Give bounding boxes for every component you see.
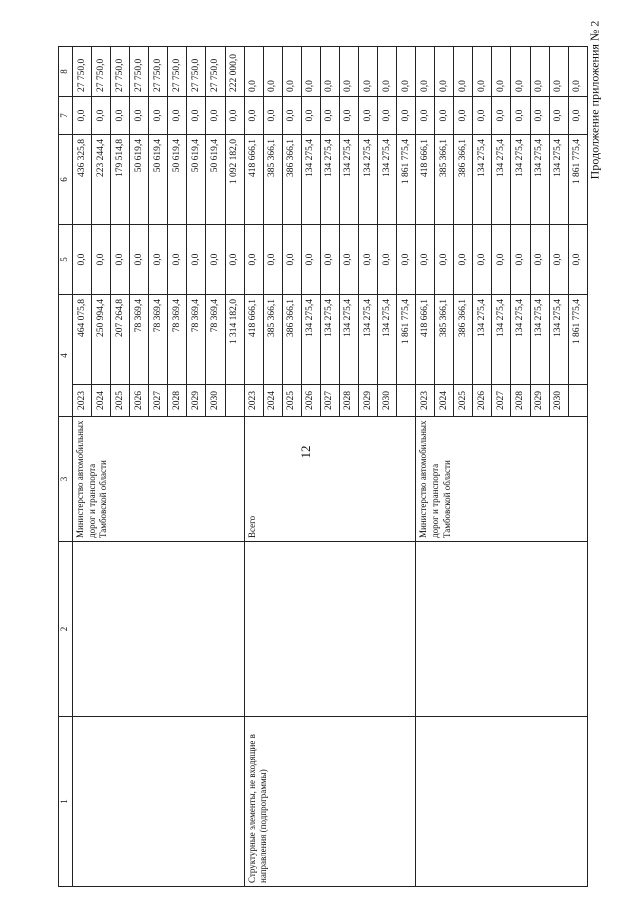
- total-cell: 78 369,4: [149, 295, 168, 385]
- rotated-page: [58, 47, 588, 887]
- total-cell: 78 369,4: [168, 295, 187, 385]
- local-budget-cell: 0,0: [473, 97, 492, 135]
- regional-budget-cell: 50 619,4: [206, 135, 225, 225]
- page-number: 12: [298, 445, 313, 459]
- extrabudget-cell: 222 000,0: [225, 47, 244, 97]
- extrabudget-cell: 0,0: [549, 47, 568, 97]
- year-cell: [397, 385, 416, 417]
- year-cell: [568, 385, 587, 417]
- federal-budget-cell: 0,0: [378, 225, 397, 295]
- local-budget-cell: 0,0: [492, 97, 511, 135]
- header-cell: 2: [59, 542, 73, 717]
- federal-budget-cell: 0,0: [301, 225, 320, 295]
- year-cell: 2030: [206, 385, 225, 417]
- federal-budget-cell: 0,0: [206, 225, 225, 295]
- extrabudget-cell: 27 750,0: [73, 47, 92, 97]
- local-budget-cell: 0,0: [282, 97, 301, 135]
- year-cell: 2023: [416, 385, 435, 417]
- total-cell: 207 264,8: [111, 295, 130, 385]
- total-cell: 134 275,4: [549, 295, 568, 385]
- regional-budget-cell: 134 275,4: [339, 135, 358, 225]
- federal-budget-cell: 0,0: [339, 225, 358, 295]
- federal-budget-cell: 0,0: [92, 225, 111, 295]
- local-budget-cell: 0,0: [378, 97, 397, 135]
- federal-budget-cell: 0,0: [263, 225, 282, 295]
- year-cell: 2028: [511, 385, 530, 417]
- total-cell: 1 861 775,4: [568, 295, 587, 385]
- structure-element-cell: Структурные элементы, не входящие в направления (подпрограммы): [244, 717, 416, 887]
- total-cell: 78 369,4: [206, 295, 225, 385]
- year-cell: 2023: [73, 385, 92, 417]
- extrabudget-cell: 0,0: [339, 47, 358, 97]
- total-cell: 134 275,4: [530, 295, 549, 385]
- year-cell: 2028: [168, 385, 187, 417]
- federal-budget-cell: 0,0: [187, 225, 206, 295]
- regional-budget-cell: 50 619,4: [187, 135, 206, 225]
- local-budget-cell: 0,0: [244, 97, 263, 135]
- federal-budget-cell: 0,0: [549, 225, 568, 295]
- extrabudget-cell: 0,0: [282, 47, 301, 97]
- extrabudget-cell: 0,0: [511, 47, 530, 97]
- regional-budget-cell: 418 666,1: [244, 135, 263, 225]
- local-budget-cell: 0,0: [339, 97, 358, 135]
- extrabudget-cell: 0,0: [263, 47, 282, 97]
- header-cell: 8: [59, 47, 73, 97]
- regional-budget-cell: 1 092 182,0: [225, 135, 244, 225]
- total-cell: 385 366,1: [435, 295, 454, 385]
- extrabudget-cell: 0,0: [492, 47, 511, 97]
- regional-budget-cell: 385 366,1: [435, 135, 454, 225]
- year-cell: 2030: [549, 385, 568, 417]
- regional-budget-cell: 386 366,1: [282, 135, 301, 225]
- total-cell: 134 275,4: [320, 295, 339, 385]
- extrabudget-cell: 27 750,0: [130, 47, 149, 97]
- local-budget-cell: 0,0: [397, 97, 416, 135]
- header-cell: 5: [59, 225, 73, 295]
- regional-budget-cell: 385 366,1: [263, 135, 282, 225]
- structure-element-cell: [416, 717, 588, 887]
- local-budget-cell: 0,0: [549, 97, 568, 135]
- total-cell: 134 275,4: [492, 295, 511, 385]
- year-cell: 2025: [282, 385, 301, 417]
- year-cell: 2027: [492, 385, 511, 417]
- year-cell: 2028: [339, 385, 358, 417]
- regional-budget-cell: 1 861 775,4: [397, 135, 416, 225]
- federal-budget-cell: 0,0: [320, 225, 339, 295]
- header-cell: 4: [59, 295, 73, 417]
- header-cell: 3: [59, 417, 73, 542]
- federal-budget-cell: 0,0: [416, 225, 435, 295]
- year-cell: 2024: [92, 385, 111, 417]
- header-row: [59, 47, 73, 887]
- year-cell: 2027: [320, 385, 339, 417]
- extrabudget-cell: 0,0: [454, 47, 473, 97]
- total-cell: 1 314 182,0: [225, 295, 244, 385]
- federal-budget-cell: 0,0: [530, 225, 549, 295]
- extrabudget-cell: 0,0: [301, 47, 320, 97]
- total-cell: 1 861 775,4: [397, 295, 416, 385]
- local-budget-cell: 0,0: [530, 97, 549, 135]
- regional-budget-cell: 50 619,4: [149, 135, 168, 225]
- regional-budget-cell: 134 275,4: [301, 135, 320, 225]
- header-cell: 1: [59, 717, 73, 887]
- federal-budget-cell: 0,0: [511, 225, 530, 295]
- local-budget-cell: 0,0: [73, 97, 92, 135]
- regional-budget-cell: 134 275,4: [530, 135, 549, 225]
- local-budget-cell: 0,0: [320, 97, 339, 135]
- regional-budget-cell: 50 619,4: [130, 135, 149, 225]
- extrabudget-cell: 0,0: [358, 47, 377, 97]
- regional-budget-cell: 134 275,4: [358, 135, 377, 225]
- regional-budget-cell: 134 275,4: [473, 135, 492, 225]
- year-cell: 2024: [263, 385, 282, 417]
- extrabudget-cell: 0,0: [416, 47, 435, 97]
- year-cell: 2029: [187, 385, 206, 417]
- federal-budget-cell: 0,0: [568, 225, 587, 295]
- extrabudget-cell: 0,0: [435, 47, 454, 97]
- local-budget-cell: 0,0: [301, 97, 320, 135]
- executor-cell: Министерство автомобильных дорог и транспорта Тамбовской области: [73, 417, 245, 542]
- local-budget-cell: 0,0: [111, 97, 130, 135]
- federal-budget-cell: 0,0: [130, 225, 149, 295]
- regional-budget-cell: 50 619,4: [168, 135, 187, 225]
- total-cell: 134 275,4: [339, 295, 358, 385]
- total-cell: 385 366,1: [263, 295, 282, 385]
- total-cell: 134 275,4: [301, 295, 320, 385]
- federal-budget-cell: 0,0: [358, 225, 377, 295]
- regional-budget-cell: 1 861 775,4: [568, 135, 587, 225]
- year-cell: 2023: [244, 385, 263, 417]
- federal-budget-cell: 0,0: [225, 225, 244, 295]
- regional-budget-cell: 223 244,4: [92, 135, 111, 225]
- extrabudget-cell: 0,0: [397, 47, 416, 97]
- column-2-cell: [244, 542, 416, 717]
- local-budget-cell: 0,0: [416, 97, 435, 135]
- year-cell: [225, 385, 244, 417]
- federal-budget-cell: 0,0: [111, 225, 130, 295]
- year-cell: 2025: [454, 385, 473, 417]
- local-budget-cell: 0,0: [358, 97, 377, 135]
- extrabudget-cell: 0,0: [320, 47, 339, 97]
- total-cell: 134 275,4: [473, 295, 492, 385]
- local-budget-cell: 0,0: [568, 97, 587, 135]
- local-budget-cell: 0,0: [149, 97, 168, 135]
- extrabudget-cell: 27 750,0: [168, 47, 187, 97]
- year-cell: 2027: [149, 385, 168, 417]
- regional-budget-cell: 134 275,4: [511, 135, 530, 225]
- year-cell: 2026: [130, 385, 149, 417]
- year-cell: 2030: [378, 385, 397, 417]
- regional-budget-cell: 134 275,4: [492, 135, 511, 225]
- total-cell: 418 666,1: [416, 295, 435, 385]
- year-cell: 2026: [301, 385, 320, 417]
- regional-budget-cell: 134 275,4: [549, 135, 568, 225]
- column-2-cell: [73, 542, 245, 717]
- executor-cell: Министерство автомобильных дорог и транспорта Тамбовской области: [416, 417, 588, 542]
- local-budget-cell: 0,0: [187, 97, 206, 135]
- total-cell: 134 275,4: [511, 295, 530, 385]
- executor-cell: Всего: [244, 417, 416, 542]
- budget-table: [58, 46, 588, 887]
- regional-budget-cell: 134 275,4: [378, 135, 397, 225]
- total-cell: 250 994,4: [92, 295, 111, 385]
- federal-budget-cell: 0,0: [435, 225, 454, 295]
- header-cell: 7: [59, 97, 73, 135]
- local-budget-cell: 0,0: [206, 97, 225, 135]
- extrabudget-cell: 27 750,0: [187, 47, 206, 97]
- year-cell: 2025: [111, 385, 130, 417]
- table-row: [416, 47, 435, 887]
- regional-budget-cell: 418 666,1: [416, 135, 435, 225]
- federal-budget-cell: 0,0: [244, 225, 263, 295]
- total-cell: 134 275,4: [358, 295, 377, 385]
- regional-budget-cell: 134 275,4: [320, 135, 339, 225]
- extrabudget-cell: 0,0: [378, 47, 397, 97]
- total-cell: 134 275,4: [378, 295, 397, 385]
- regional-budget-cell: 436 325,8: [73, 135, 92, 225]
- local-budget-cell: 0,0: [454, 97, 473, 135]
- local-budget-cell: 0,0: [263, 97, 282, 135]
- local-budget-cell: 0,0: [168, 97, 187, 135]
- table-row: [244, 47, 263, 887]
- local-budget-cell: 0,0: [435, 97, 454, 135]
- federal-budget-cell: 0,0: [492, 225, 511, 295]
- total-cell: 78 369,4: [187, 295, 206, 385]
- regional-budget-cell: 179 514,8: [111, 135, 130, 225]
- year-cell: 2029: [530, 385, 549, 417]
- total-cell: 78 369,4: [130, 295, 149, 385]
- extrabudget-cell: 27 750,0: [92, 47, 111, 97]
- extrabudget-cell: 27 750,0: [206, 47, 225, 97]
- local-budget-cell: 0,0: [511, 97, 530, 135]
- extrabudget-cell: 0,0: [473, 47, 492, 97]
- structure-element-cell: [73, 717, 245, 887]
- federal-budget-cell: 0,0: [149, 225, 168, 295]
- federal-budget-cell: 0,0: [473, 225, 492, 295]
- table-row: [73, 47, 92, 887]
- year-cell: 2026: [473, 385, 492, 417]
- header-cell: 6: [59, 135, 73, 225]
- federal-budget-cell: 0,0: [454, 225, 473, 295]
- total-cell: 386 366,1: [282, 295, 301, 385]
- column-2-cell: [416, 542, 588, 717]
- federal-budget-cell: 0,0: [73, 225, 92, 295]
- federal-budget-cell: 0,0: [282, 225, 301, 295]
- federal-budget-cell: 0,0: [397, 225, 416, 295]
- year-cell: 2024: [435, 385, 454, 417]
- total-cell: 418 666,1: [244, 295, 263, 385]
- extrabudget-cell: 27 750,0: [149, 47, 168, 97]
- year-cell: 2029: [358, 385, 377, 417]
- extrabudget-cell: 0,0: [244, 47, 263, 97]
- extrabudget-cell: 0,0: [530, 47, 549, 97]
- regional-budget-cell: 386 366,1: [454, 135, 473, 225]
- local-budget-cell: 0,0: [130, 97, 149, 135]
- federal-budget-cell: 0,0: [168, 225, 187, 295]
- extrabudget-cell: 27 750,0: [111, 47, 130, 97]
- extrabudget-cell: 0,0: [568, 47, 587, 97]
- appendix-caption: Продолжение приложения № 2: [587, 20, 602, 180]
- total-cell: 464 075,8: [73, 295, 92, 385]
- local-budget-cell: 0,0: [92, 97, 111, 135]
- total-cell: 386 366,1: [454, 295, 473, 385]
- local-budget-cell: 0,0: [225, 97, 244, 135]
